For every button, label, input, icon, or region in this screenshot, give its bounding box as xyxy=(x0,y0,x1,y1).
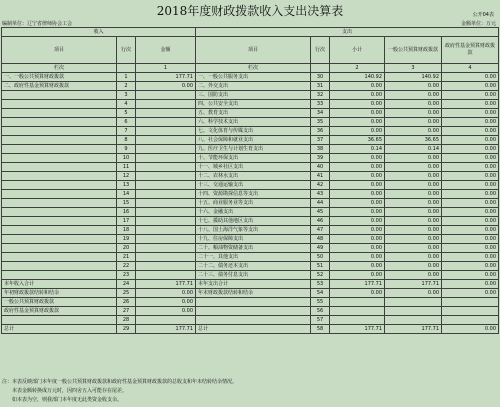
income-item xyxy=(2,316,117,325)
table-row xyxy=(2,271,499,280)
table-row xyxy=(2,91,499,100)
income-item xyxy=(2,100,117,109)
income-row-header: 行次 xyxy=(117,37,136,64)
expense-row-no: 53 xyxy=(311,280,330,289)
gov-fund-value xyxy=(442,316,499,325)
income-amount: 0.00 xyxy=(136,289,196,298)
income-item xyxy=(2,199,117,208)
general-budget-value: 0.00 xyxy=(385,100,442,109)
gov-fund-value: 0.00 xyxy=(442,271,499,280)
expense-row-no: 43 xyxy=(311,190,330,199)
expense-item: 二十一、其他支出 xyxy=(196,253,311,262)
expense-row-no: 31 xyxy=(311,82,330,91)
income-item-header: 项目 xyxy=(2,37,117,64)
expense-item: 十六、金融支出 xyxy=(196,208,311,217)
organization-label: 编制单位：辽宁省律师协会工会 xyxy=(2,21,73,27)
income-row-no: 16 xyxy=(117,208,136,217)
table-row xyxy=(2,226,499,235)
income-amount: 0.00 xyxy=(136,298,196,307)
income-amount xyxy=(136,172,196,181)
income-amount: 0.00 xyxy=(136,82,196,91)
income-item xyxy=(2,208,117,217)
expense-item xyxy=(196,307,311,316)
expense-subtotal xyxy=(330,298,385,307)
gov-fund-value xyxy=(442,298,499,307)
income-row-no: 4 xyxy=(117,100,136,109)
expense-subtotal: 0.00 xyxy=(330,154,385,163)
gov-fund-value: 0.00 xyxy=(442,289,499,298)
expense-item: 十二、农林水支出 xyxy=(196,172,311,181)
general-budget-value: 0.00 xyxy=(385,199,442,208)
expense-subtotal: 0.00 xyxy=(330,118,385,127)
gov-fund-value: 0.00 xyxy=(442,208,499,217)
gov-fund-value: 0.00 xyxy=(442,154,499,163)
expense-row-no: 47 xyxy=(311,226,330,235)
table-row xyxy=(2,127,499,136)
general-budget-value: 0.00 xyxy=(385,262,442,271)
expense-row-no: 49 xyxy=(311,244,330,253)
expense-item: 十八、国土海洋气象等支出 xyxy=(196,226,311,235)
note-line: 注：本表反映部门本年度一般公共预算财政拨款和政府性基金预算财政拨款的总收支和年末结转结余情况。 xyxy=(2,379,238,385)
income-amount xyxy=(136,244,196,253)
lanci-blank-right xyxy=(311,64,330,73)
expense-item: 十三、交通运输支出 xyxy=(196,181,311,190)
gov-fund-value: 0.00 xyxy=(442,217,499,226)
table-row xyxy=(2,199,499,208)
expense-subtotal: 0.14 xyxy=(330,145,385,154)
income-item xyxy=(2,217,117,226)
expense-row-no: 56 xyxy=(311,307,330,316)
income-amount-header: 金额 xyxy=(136,37,196,64)
income-item xyxy=(2,91,117,100)
general-budget-value: 0.00 xyxy=(385,109,442,118)
expense-row-no: 52 xyxy=(311,271,330,280)
general-budget-value: 0.00 xyxy=(385,181,442,190)
expense-item: 二十三、债务付息支出 xyxy=(196,271,311,280)
income-item: 本年收入合计 xyxy=(2,280,117,289)
expense-row-no: 46 xyxy=(311,217,330,226)
income-row-no: 22 xyxy=(117,262,136,271)
expense-row-no: 34 xyxy=(311,109,330,118)
gov-fund-value: 0.00 xyxy=(442,91,499,100)
income-amount xyxy=(136,217,196,226)
expense-subtotal: 140.92 xyxy=(330,73,385,82)
table-row xyxy=(2,172,499,181)
gov-fund-value: 0.00 xyxy=(442,82,499,91)
gov-fund-value: 0.00 xyxy=(442,199,499,208)
general-budget-value: 0.00 xyxy=(385,208,442,217)
income-item: 二、政府性基金预算财政拨款 xyxy=(2,82,117,91)
income-amount xyxy=(136,100,196,109)
income-row-no: 11 xyxy=(117,163,136,172)
general-budget-value xyxy=(385,307,442,316)
expense-subtotal: 0.00 xyxy=(330,289,385,298)
expense-subtotal: 0.00 xyxy=(330,82,385,91)
table-row xyxy=(2,235,499,244)
income-amount: 177.71 xyxy=(136,325,196,334)
expense-subtotal: 0.00 xyxy=(330,235,385,244)
expense-subtotal: 0.00 xyxy=(330,253,385,262)
income-row-no: 18 xyxy=(117,226,136,235)
income-row-no: 24 xyxy=(117,280,136,289)
income-item xyxy=(2,154,117,163)
gov-fund-value: 0.00 xyxy=(442,145,499,154)
income-row-no: 20 xyxy=(117,244,136,253)
income-row-no: 2 xyxy=(117,82,136,91)
general-budget-value: 177.71 xyxy=(385,325,442,334)
income-amount xyxy=(136,127,196,136)
income-amount xyxy=(136,118,196,127)
general-budget-value: 0.00 xyxy=(385,235,442,244)
expense-item: 总计 xyxy=(196,325,311,334)
gov-fund-value: 0.00 xyxy=(442,280,499,289)
expense-subtotal: 0.00 xyxy=(330,163,385,172)
general-budget-value: 0.00 xyxy=(385,217,442,226)
expense-item: 三、国防支出 xyxy=(196,91,311,100)
income-item xyxy=(2,163,117,172)
income-amount: 0.00 xyxy=(136,307,196,316)
expense-row-no: 36 xyxy=(311,127,330,136)
table-row xyxy=(2,145,499,154)
income-row-no: 3 xyxy=(117,91,136,100)
income-row-no: 23 xyxy=(117,271,136,280)
gov-fund-value: 0.00 xyxy=(442,190,499,199)
income-row-no: 14 xyxy=(117,190,136,199)
general-budget-value: 0.00 xyxy=(385,271,442,280)
gov-fund-value: 0.00 xyxy=(442,163,499,172)
income-amount xyxy=(136,154,196,163)
expense-subtotal xyxy=(330,316,385,325)
subtotal-header: 小计 xyxy=(330,37,385,64)
income-row-no: 26 xyxy=(117,298,136,307)
expense-item xyxy=(196,298,311,307)
expense-subtotal: 0.00 xyxy=(330,208,385,217)
table-row xyxy=(2,307,499,316)
gov-fund-value: 0.00 xyxy=(442,262,499,271)
expense-row-no: 42 xyxy=(311,181,330,190)
expense-item: 九、医疗卫生与计划生育支出 xyxy=(196,145,311,154)
gov-fund-value: 0.00 xyxy=(442,325,499,334)
general-budget-value: 0.00 xyxy=(385,190,442,199)
expense-item: 十五、商业服务业等支出 xyxy=(196,199,311,208)
general-budget-header: 一般公共预算财政拨款 xyxy=(385,37,442,64)
income-amount: 177.71 xyxy=(136,280,196,289)
income-item xyxy=(2,145,117,154)
expense-item-header: 项目 xyxy=(196,37,311,64)
expense-row-no: 44 xyxy=(311,199,330,208)
expense-subtotal: 177.71 xyxy=(330,325,385,334)
income-amount: 177.71 xyxy=(136,73,196,82)
expense-subtotal: 0.00 xyxy=(330,217,385,226)
income-amount xyxy=(136,109,196,118)
form-code: 公开04表 xyxy=(472,12,494,18)
table-row xyxy=(2,118,499,127)
general-budget-value: 0.00 xyxy=(385,253,442,262)
gov-fund-value: 0.00 xyxy=(442,235,499,244)
gov-fund-value: 0.00 xyxy=(442,118,499,127)
expense-item: 一、一般公共服务支出 xyxy=(196,73,311,82)
income-item xyxy=(2,262,117,271)
income-amount xyxy=(136,262,196,271)
gov-fund-value xyxy=(442,307,499,316)
income-item xyxy=(2,118,117,127)
expense-item: 十七、援助其他地区支出 xyxy=(196,217,311,226)
table-row xyxy=(2,280,499,289)
note-line: 本表金额转换成万元时，因四舍五入可能存在尾差。 xyxy=(2,388,128,394)
income-amount xyxy=(136,226,196,235)
expense-subtotal: 0.00 xyxy=(330,109,385,118)
table-row xyxy=(2,217,499,226)
table-row xyxy=(2,163,499,172)
income-item xyxy=(2,190,117,199)
table-row xyxy=(2,154,499,163)
income-item xyxy=(2,244,117,253)
expense-subtotal: 36.65 xyxy=(330,136,385,145)
income-item: 政府性基金预算财政拨款 xyxy=(2,307,117,316)
expense-subtotal: 0.00 xyxy=(330,271,385,280)
income-row-no: 29 xyxy=(117,325,136,334)
lanci-col1: 1 xyxy=(136,64,196,73)
gov-fund-value: 0.00 xyxy=(442,73,499,82)
expense-item: 二十、粮油物资储备支出 xyxy=(196,244,311,253)
table-row xyxy=(2,82,499,91)
expense-subtotal: 0.00 xyxy=(330,226,385,235)
income-amount xyxy=(136,199,196,208)
income-item xyxy=(2,136,117,145)
expense-subtotal: 177.71 xyxy=(330,280,385,289)
expense-row-no: 45 xyxy=(311,208,330,217)
table-row xyxy=(2,208,499,217)
table-row xyxy=(2,253,499,262)
expense-item: 二十二、债务还本支出 xyxy=(196,262,311,271)
report-title: 2018年度财政拨款收入支出决算表 xyxy=(156,4,344,18)
income-row-no: 27 xyxy=(117,307,136,316)
income-row-no: 8 xyxy=(117,136,136,145)
income-amount xyxy=(136,91,196,100)
expense-row-no: 55 xyxy=(311,298,330,307)
expense-row-no: 41 xyxy=(311,172,330,181)
table-row xyxy=(2,316,499,325)
expense-item xyxy=(196,316,311,325)
income-item: 年初财政拨款结转和结余 xyxy=(2,289,117,298)
income-amount xyxy=(136,208,196,217)
expense-item: 十四、资源勘探信息等支出 xyxy=(196,190,311,199)
notes xyxy=(2,378,237,405)
expense-subtotal xyxy=(330,307,385,316)
income-amount xyxy=(136,181,196,190)
expense-item: 十一、城乡社区支出 xyxy=(196,163,311,172)
gov-fund-value: 0.00 xyxy=(442,109,499,118)
budget-table xyxy=(1,27,499,334)
expense-item: 七、文化体育与传媒支出 xyxy=(196,127,311,136)
expense-item: 五、教育支出 xyxy=(196,109,311,118)
income-row-no: 28 xyxy=(117,316,136,325)
table-row xyxy=(2,244,499,253)
table-row xyxy=(2,190,499,199)
expense-row-no: 30 xyxy=(311,73,330,82)
table-row xyxy=(2,181,499,190)
general-budget-value: 0.00 xyxy=(385,127,442,136)
income-row-no: 9 xyxy=(117,145,136,154)
income-row-no: 10 xyxy=(117,154,136,163)
income-item xyxy=(2,253,117,262)
gov-fund-value: 0.00 xyxy=(442,172,499,181)
general-budget-value: 177.71 xyxy=(385,280,442,289)
gov-fund-value: 0.00 xyxy=(442,244,499,253)
table-row xyxy=(2,298,499,307)
lanci-label: 栏次 xyxy=(2,64,117,73)
expense-row-no: 51 xyxy=(311,262,330,271)
income-amount xyxy=(136,271,196,280)
expense-row-no: 50 xyxy=(311,253,330,262)
expense-row-no: 38 xyxy=(311,145,330,154)
income-item: 总计 xyxy=(2,325,117,334)
general-budget-value: 0.00 xyxy=(385,172,442,181)
income-amount xyxy=(136,190,196,199)
expense-row-no: 33 xyxy=(311,100,330,109)
income-item xyxy=(2,172,117,181)
expense-item: 四、公共安全支出 xyxy=(196,100,311,109)
general-budget-value: 0.14 xyxy=(385,145,442,154)
general-budget-value: 140.92 xyxy=(385,73,442,82)
gov-fund-value: 0.00 xyxy=(442,100,499,109)
lanci-col2: 2 xyxy=(330,64,385,73)
gov-fund-value: 0.00 xyxy=(442,253,499,262)
income-item: 一般公共预算财政拨款 xyxy=(2,298,117,307)
income-item xyxy=(2,226,117,235)
expense-subtotal: 0.00 xyxy=(330,244,385,253)
table-row xyxy=(2,325,499,334)
income-row-no: 5 xyxy=(117,109,136,118)
expense-subtotal: 0.00 xyxy=(330,127,385,136)
note-line: 如本表为空，则我部门本年度无此类资金收支余。 xyxy=(2,397,123,403)
income-row-no: 7 xyxy=(117,127,136,136)
general-budget-value: 0.00 xyxy=(385,82,442,91)
lanci-col3: 3 xyxy=(385,64,442,73)
expense-subtotal: 0.00 xyxy=(330,91,385,100)
expense-row-no: 35 xyxy=(311,118,330,127)
income-header: 收入 xyxy=(2,28,196,37)
expense-subtotal: 0.00 xyxy=(330,199,385,208)
general-budget-value: 0.00 xyxy=(385,163,442,172)
expense-row-no: 58 xyxy=(311,325,330,334)
income-item xyxy=(2,109,117,118)
income-item: 一、一般公共预算财政拨款 xyxy=(2,73,117,82)
income-item xyxy=(2,235,117,244)
income-row-no: 13 xyxy=(117,181,136,190)
income-row-no: 19 xyxy=(117,235,136,244)
income-row-no: 1 xyxy=(117,73,136,82)
income-item xyxy=(2,181,117,190)
expense-row-no: 39 xyxy=(311,154,330,163)
income-item xyxy=(2,271,117,280)
expense-subtotal: 0.00 xyxy=(330,100,385,109)
expense-item: 年末财政拨款结转和结余 xyxy=(196,289,311,298)
income-amount xyxy=(136,163,196,172)
general-budget-value: 0.00 xyxy=(385,226,442,235)
expense-header: 支出 xyxy=(196,28,499,37)
general-budget-value: 0.00 xyxy=(385,154,442,163)
lanci-col4: 4 xyxy=(442,64,499,73)
income-row-no: 12 xyxy=(117,172,136,181)
gov-fund-value: 0.00 xyxy=(442,127,499,136)
expense-row-header: 行次 xyxy=(311,37,330,64)
gov-fund-header: 政府性基金预算财政拨款 xyxy=(442,37,499,64)
expense-subtotal: 0.00 xyxy=(330,262,385,271)
expense-item: 十、节能环保支出 xyxy=(196,154,311,163)
expense-item: 十九、住房保障支出 xyxy=(196,235,311,244)
expense-subtotal: 0.00 xyxy=(330,181,385,190)
expense-item: 二、外交支出 xyxy=(196,82,311,91)
income-row-no: 15 xyxy=(117,199,136,208)
income-row-no: 21 xyxy=(117,253,136,262)
expense-item: 六、科学技术支出 xyxy=(196,118,311,127)
expense-row-no: 48 xyxy=(311,235,330,244)
table-row xyxy=(2,289,499,298)
gov-fund-value: 0.00 xyxy=(442,226,499,235)
general-budget-value xyxy=(385,316,442,325)
table-row xyxy=(2,73,499,82)
lanci-label-right: 栏次 xyxy=(196,64,311,73)
general-budget-value: 0.00 xyxy=(385,289,442,298)
income-row-no: 25 xyxy=(117,289,136,298)
income-amount xyxy=(136,136,196,145)
general-budget-value xyxy=(385,298,442,307)
expense-row-no: 54 xyxy=(311,289,330,298)
table-row xyxy=(2,109,499,118)
expense-row-no: 37 xyxy=(311,136,330,145)
expense-subtotal: 0.00 xyxy=(330,172,385,181)
general-budget-value: 0.00 xyxy=(385,118,442,127)
table-row xyxy=(2,262,499,271)
income-amount xyxy=(136,316,196,325)
expense-subtotal: 0.00 xyxy=(330,190,385,199)
expense-row-no: 40 xyxy=(311,163,330,172)
gov-fund-value: 0.00 xyxy=(442,181,499,190)
lanci-blank xyxy=(117,64,136,73)
expense-row-no: 32 xyxy=(311,91,330,100)
expense-item: 八、社会保障和就业支出 xyxy=(196,136,311,145)
income-amount xyxy=(136,235,196,244)
expense-row-no: 57 xyxy=(311,316,330,325)
general-budget-value: 0.00 xyxy=(385,244,442,253)
gov-fund-value: 0.00 xyxy=(442,136,499,145)
table-row xyxy=(2,100,499,109)
unit-label: 金额单位：万元 xyxy=(460,21,496,27)
income-item xyxy=(2,127,117,136)
income-amount xyxy=(136,253,196,262)
income-row-no: 6 xyxy=(117,118,136,127)
expense-item: 本年支出合计 xyxy=(196,280,311,289)
income-amount xyxy=(136,145,196,154)
general-budget-value: 36.65 xyxy=(385,136,442,145)
general-budget-value: 0.00 xyxy=(385,91,442,100)
table-row xyxy=(2,136,499,145)
income-row-no: 17 xyxy=(117,217,136,226)
